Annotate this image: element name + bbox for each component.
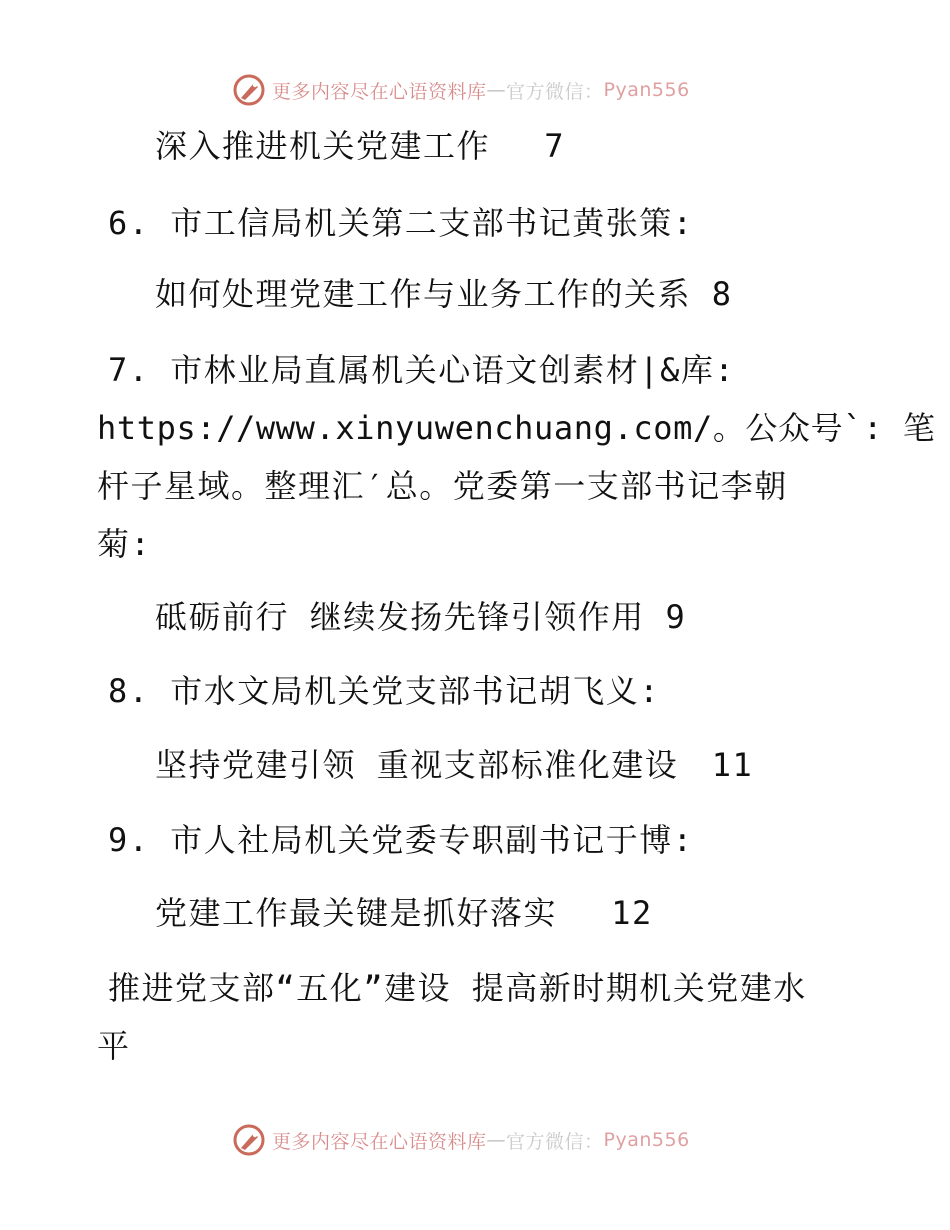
watermark-main-text: 更多内容尽在心语资料库 <box>272 80 487 103</box>
watermark-account: Pyan556 <box>603 79 690 101</box>
pen-nib-seal-icon <box>232 73 266 107</box>
toc-line: 党建工作最关键是抓好落实 12 <box>155 894 653 932</box>
watermark-wechat-label: 官方微信： <box>506 1130 604 1153</box>
toc-line: 杆子星域。整理汇′总。党委第一支部书记李朝 <box>97 467 788 505</box>
toc-line: 8. 市水文局机关党支部书记胡飞义: <box>108 672 661 710</box>
toc-line: 菊: <box>97 525 152 563</box>
watermark-main-text: 更多内容尽在心语资料库 <box>272 1130 487 1153</box>
pen-nib-seal-icon <box>232 1123 266 1157</box>
watermark-footer <box>232 1120 690 1160</box>
toc-line: 推进党支部“五化”建设 提高新时期机关党建水 <box>108 969 807 1007</box>
watermark-wechat-label: 官方微信： <box>506 80 604 103</box>
toc-line: 坚持党建引领 重视支部标准化建设 11 <box>155 746 754 784</box>
watermark-header <box>232 70 690 110</box>
toc-line: 砥砺前行 继续发扬先锋引领作用 9 <box>155 598 687 636</box>
toc-line: 6. 市工信局机关第二支部书记黄张策: <box>108 204 694 242</box>
toc-line: 平 <box>97 1027 131 1065</box>
watermark-account: Pyan556 <box>603 1129 690 1151</box>
watermark-separator: — <box>486 79 507 101</box>
toc-line: 7. 市林业局直属机关心语文创素材|&库: <box>108 351 736 389</box>
toc-line: 9. 市人社局机关党委专职副书记于博: <box>108 821 694 859</box>
toc-line: 深入推进机关党建工作 7 <box>155 127 566 165</box>
watermark-separator: — <box>486 1129 507 1151</box>
toc-line-url: https://www.xinyuwenchuang.com/。公众号`: 笔 <box>97 409 936 447</box>
toc-line: 如何处理党建工作与业务工作的关系 8 <box>155 275 733 313</box>
